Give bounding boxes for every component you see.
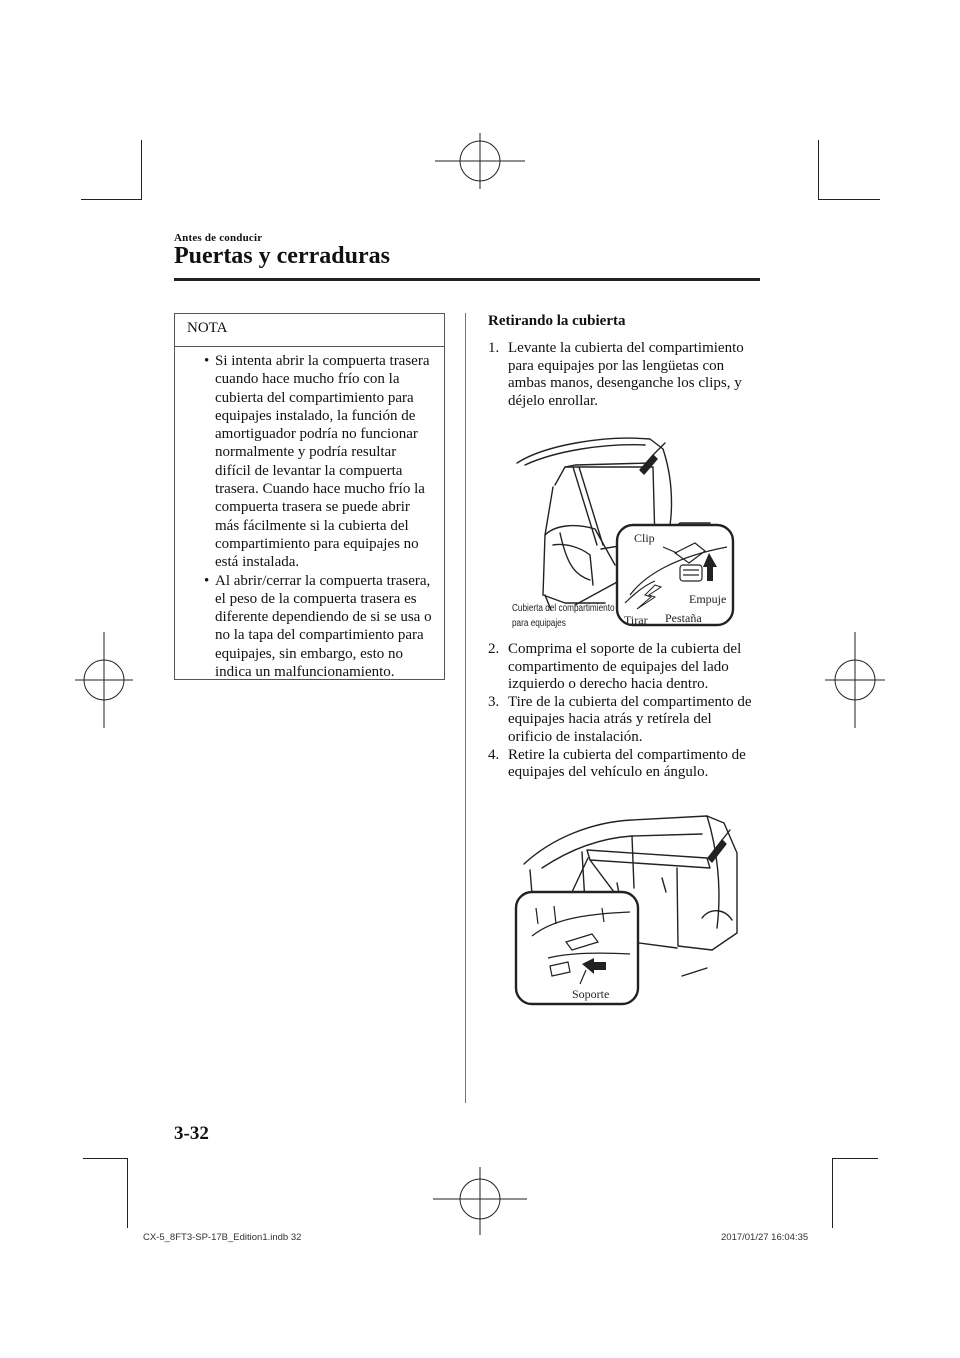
step-number: 2. (488, 641, 500, 657)
registration-mark-top (435, 133, 525, 193)
footer-timestamp: 2017/01/27 16:04:35 (721, 1232, 809, 1243)
step-number: 1. (488, 340, 500, 356)
crop-mark (818, 199, 880, 200)
page-number: 3-32 (174, 1123, 209, 1144)
label-clip: Clip (634, 531, 655, 545)
step-number: 4. (488, 746, 500, 763)
removal-heading: Retirando la cubierta (488, 313, 626, 329)
header-rule (174, 278, 760, 281)
nota-header (175, 314, 444, 347)
step-text: Retire la cubierta del compartimento de equipajes del vehículo en ángulo. (508, 746, 746, 781)
crop-mark (141, 140, 142, 200)
column-divider (465, 313, 466, 1103)
registration-mark-bottom (433, 1167, 527, 1237)
step-text: Levante la cubierta del compartimiento para equipajes por las lengüetas con ambas manos, desenganche los clips, y déjelo enrollar. (508, 340, 744, 409)
figure-cover-support (512, 808, 742, 1008)
step-list-1 (488, 340, 758, 410)
label-pestana: Pestaña (665, 611, 702, 625)
nota-item (191, 352, 433, 572)
step-item (488, 641, 758, 694)
crop-mark (832, 1158, 833, 1228)
label-empuje: Empuje (689, 592, 727, 606)
nota-box (174, 313, 445, 680)
bullet: • (204, 572, 210, 589)
step-number: 3. (488, 693, 500, 710)
step-item (488, 747, 758, 782)
label-soporte: Soporte (572, 987, 610, 1001)
step-list-2 (488, 641, 758, 782)
step-text: Comprima el soporte de la cubierta del compartimento de equipajes del lado izquierdo o derecho hacia dentro. (508, 641, 742, 693)
nota-title: NOTA (187, 320, 228, 336)
crop-mark (127, 1158, 128, 1228)
label-cover-2: para equipajes (512, 618, 566, 629)
crop-mark (818, 140, 819, 200)
nota-item (191, 572, 433, 682)
crop-mark (81, 199, 141, 200)
bullet: • (204, 353, 210, 369)
footer-file: CX-5_8FT3-SP-17B_Edition1.indb 32 (143, 1232, 302, 1243)
nota-list (191, 352, 433, 681)
page-title: Puertas y cerraduras (174, 243, 390, 269)
nota-item-text: Si intenta abrir la compuerta trasera cuando hace mucho frío con la cubierta del compartimiento para equipajes instalado, la función de amortiguador podría no funcionar normalmente y podría resultar difícil de levantar la compuerta trasera. Cuando hace mucho frío la compuerta trasera se puede abrir más fácilmente si la cubierta del compartimiento para equipajes no está instalada. (215, 353, 430, 571)
nota-item-text: Al abrir/cerrar la compuerta trasera, el peso de la compuerta trasera es diferente dependiendo de si se usa o no la tapa del compartimiento para equipajes, sin embargo, esto no indica un malfuncionamiento. (215, 572, 432, 681)
crop-mark (83, 1158, 128, 1159)
step-item (488, 340, 758, 410)
registration-mark-right (825, 632, 885, 728)
registration-mark-left (75, 632, 135, 728)
section-small-heading: Antes de conducir (174, 232, 263, 244)
label-cover: Cubierta del compartimiento (512, 603, 615, 614)
step-text: Tire de la cubierta del compartimento de equipajes hacia atrás y retírela del orificio de instalación. (508, 693, 752, 745)
label-tirar: Tirar (624, 613, 648, 627)
crop-mark (832, 1158, 878, 1159)
step-item (488, 694, 758, 747)
